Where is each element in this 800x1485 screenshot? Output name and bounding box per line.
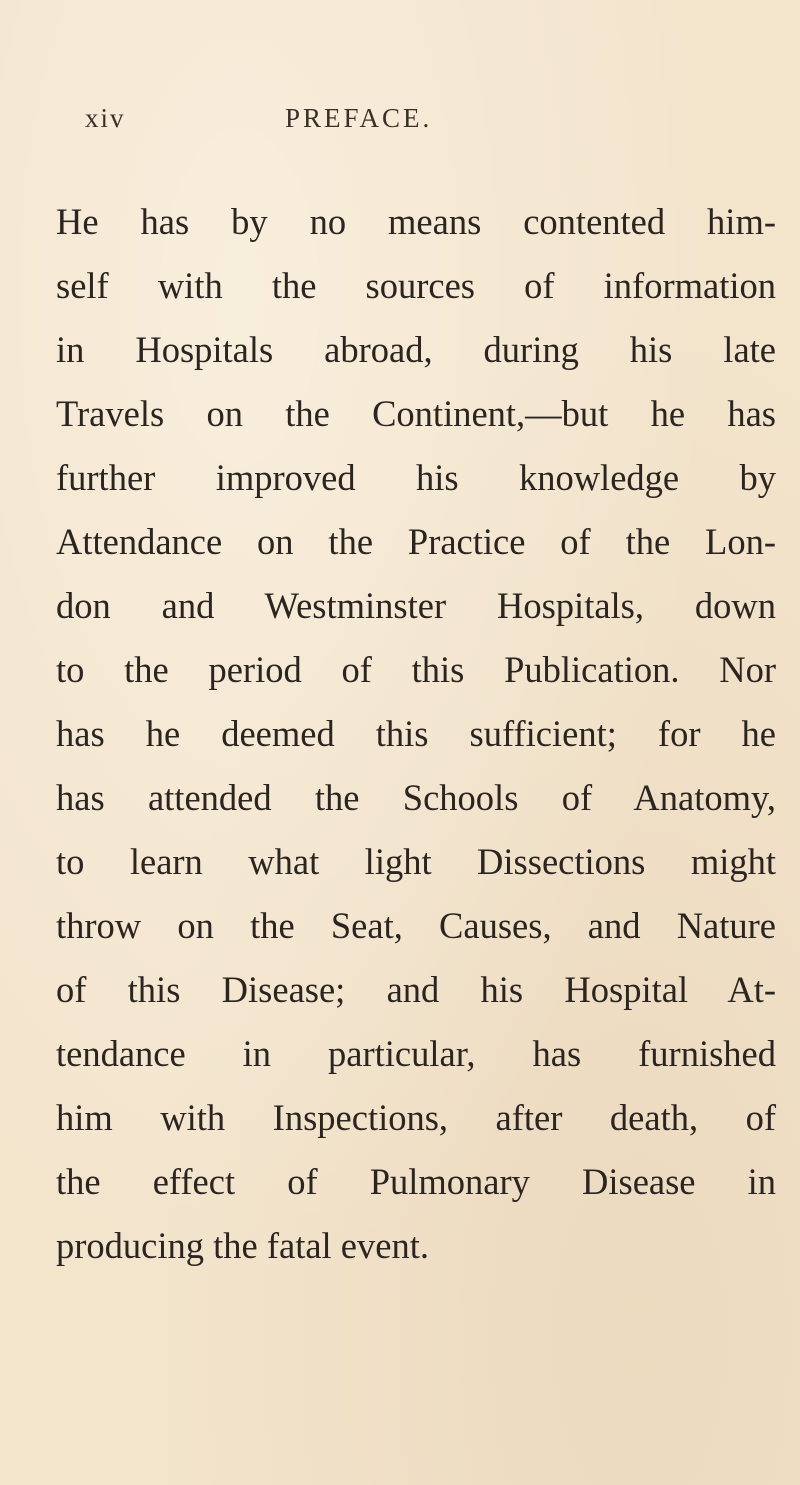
- text-line: further improved his knowledge by: [56, 457, 776, 498]
- page-number: xiv: [85, 103, 126, 133]
- text-line: has he deemed this sufficient; for he: [56, 713, 776, 754]
- text-line: producing the fatal event.: [56, 1225, 429, 1266]
- text-line: to the period of this Publication. Nor: [56, 649, 776, 690]
- text-line: Travels on the Continent,—but he has: [56, 393, 776, 434]
- text-line: the effect of Pulmonary Disease in: [56, 1161, 776, 1202]
- text-line: don and Westminster Hospitals, down: [56, 585, 776, 626]
- text-line: to learn what light Dissections might: [56, 841, 776, 882]
- text-line: him with Inspections, after death, of: [56, 1097, 776, 1138]
- header-title: PREFACE.: [285, 103, 433, 133]
- text-line: He has by no means contented him-: [56, 201, 776, 242]
- text-line: tendance in particular, has furnished: [56, 1033, 776, 1074]
- text-line: of this Disease; and his Hospital At-: [56, 969, 776, 1010]
- text-line: in Hospitals abroad, during his late: [56, 329, 776, 370]
- text-line: Attendance on the Practice of the Lon-: [56, 521, 776, 562]
- running-head: [85, 103, 725, 143]
- body-text: [56, 190, 776, 1278]
- text-line: throw on the Seat, Causes, and Nature: [56, 905, 776, 946]
- text-line: has attended the Schools of Anatomy,: [56, 777, 776, 818]
- text-line: self with the sources of information: [56, 265, 776, 306]
